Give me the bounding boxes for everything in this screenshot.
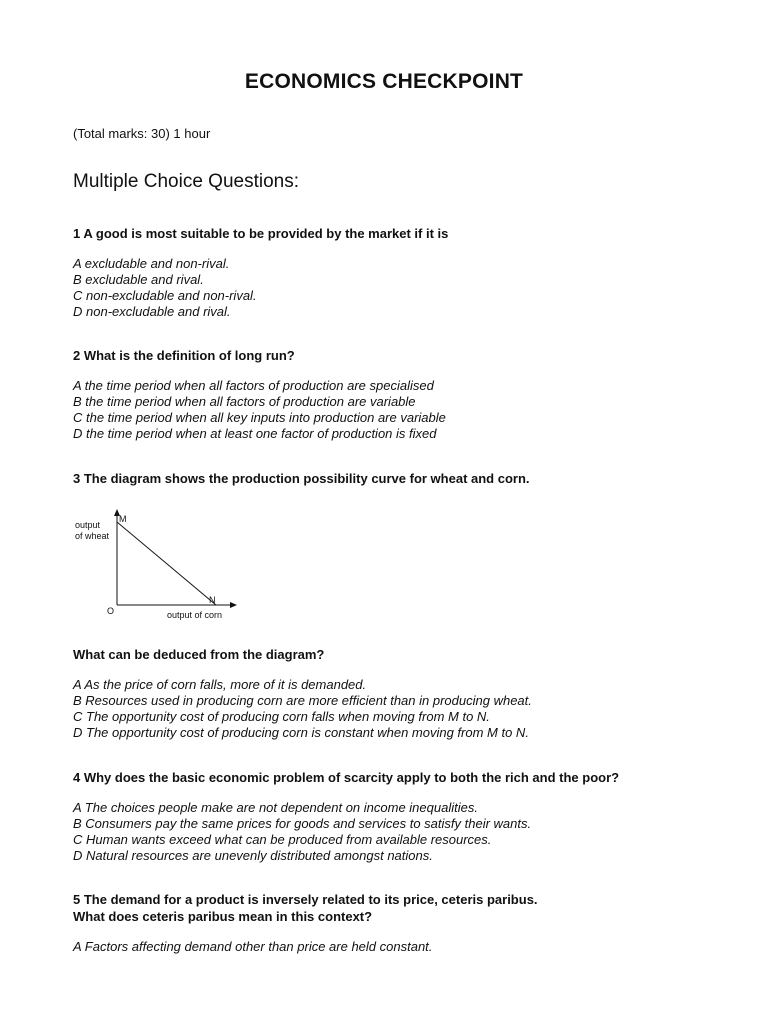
option-list xyxy=(73,800,733,864)
question-sub-stem xyxy=(73,646,733,663)
option-c: C Human wants exceed what can be produced from available resources. xyxy=(73,832,492,847)
option-d: D The opportunity cost of producing corn is constant when moving from M to N. xyxy=(73,725,529,740)
option-list xyxy=(73,677,733,741)
option-c: C The opportunity cost of producing corn falls when moving from M to N. xyxy=(73,709,490,724)
exam-info: (Total marks: 30) 1 hour xyxy=(73,126,211,141)
ppc-diagram-svg xyxy=(73,502,243,627)
question-stem-line: What can be deduced from the diagram? xyxy=(73,647,325,662)
question-stem-line: What does ceteris paribus mean in this context? xyxy=(73,909,373,924)
y-axis-label-line1: output xyxy=(75,520,101,530)
question-stem-line: 4 Why does the basic economic problem of scarcity apply to both the rich and the poor? xyxy=(73,770,620,785)
question-stem-line: 2 What is the definition of long run? xyxy=(73,348,295,363)
option-a: A The choices people make are not dependent on income inequalities. xyxy=(73,800,478,815)
question-stem xyxy=(73,347,733,364)
x-axis-arrow xyxy=(230,602,237,608)
question-5 xyxy=(73,891,733,955)
question-4 xyxy=(73,769,733,864)
point-n-label: N xyxy=(209,595,216,605)
option-a: A As the price of corn falls, more of it is demanded. xyxy=(73,677,367,692)
point-m-label: M xyxy=(119,514,127,524)
question-3 xyxy=(73,470,733,487)
question-stem-line: 5 The demand for a product is inversely related to its price, ceteris paribus. xyxy=(73,892,538,907)
option-b: B the time period when all factors of production are variable xyxy=(73,394,416,409)
option-d: D non-excludable and rival. xyxy=(73,304,231,319)
section-heading: Multiple Choice Questions: xyxy=(73,171,299,192)
page-title: ECONOMICS CHECKPOINT xyxy=(244,70,524,93)
option-list xyxy=(73,256,733,320)
ppc-diagram xyxy=(73,502,243,627)
option-a: A excludable and non-rival. xyxy=(73,256,230,271)
option-a: A the time period when all factors of production are specialised xyxy=(73,378,434,393)
question-stem xyxy=(73,891,733,925)
question-stem-line: 1 A good is most suitable to be provided by the market if it is xyxy=(73,226,449,241)
question-2 xyxy=(73,347,733,442)
option-b: B excludable and rival. xyxy=(73,272,204,287)
option-b: B Consumers pay the same prices for goods and services to satisfy their wants. xyxy=(73,816,532,831)
option-a: A Factors affecting demand other than price are held constant. xyxy=(73,939,433,954)
question-1 xyxy=(73,225,733,320)
question-stem xyxy=(73,225,733,242)
option-list xyxy=(73,378,733,442)
option-c: C the time period when all key inputs into production are variable xyxy=(73,410,446,425)
question-stem-line: 3 The diagram shows the production possibility curve for wheat and corn. xyxy=(73,471,530,486)
y-axis-label-line2: of wheat xyxy=(75,531,110,541)
question-stem xyxy=(73,470,733,487)
option-d: D Natural resources are unevenly distributed amongst nations. xyxy=(73,848,433,863)
ppc-line xyxy=(117,522,216,605)
option-list xyxy=(73,939,733,955)
question-3-continued xyxy=(73,646,733,741)
origin-label: O xyxy=(107,606,115,616)
question-stem xyxy=(73,769,733,786)
option-d: D the time period when at least one factor of production is fixed xyxy=(73,426,437,441)
option-c: C non-excludable and non-rival. xyxy=(73,288,257,303)
option-b: B Resources used in producing corn are more efficient than in producing wheat. xyxy=(73,693,532,708)
x-axis-label: output of corn xyxy=(167,610,223,620)
